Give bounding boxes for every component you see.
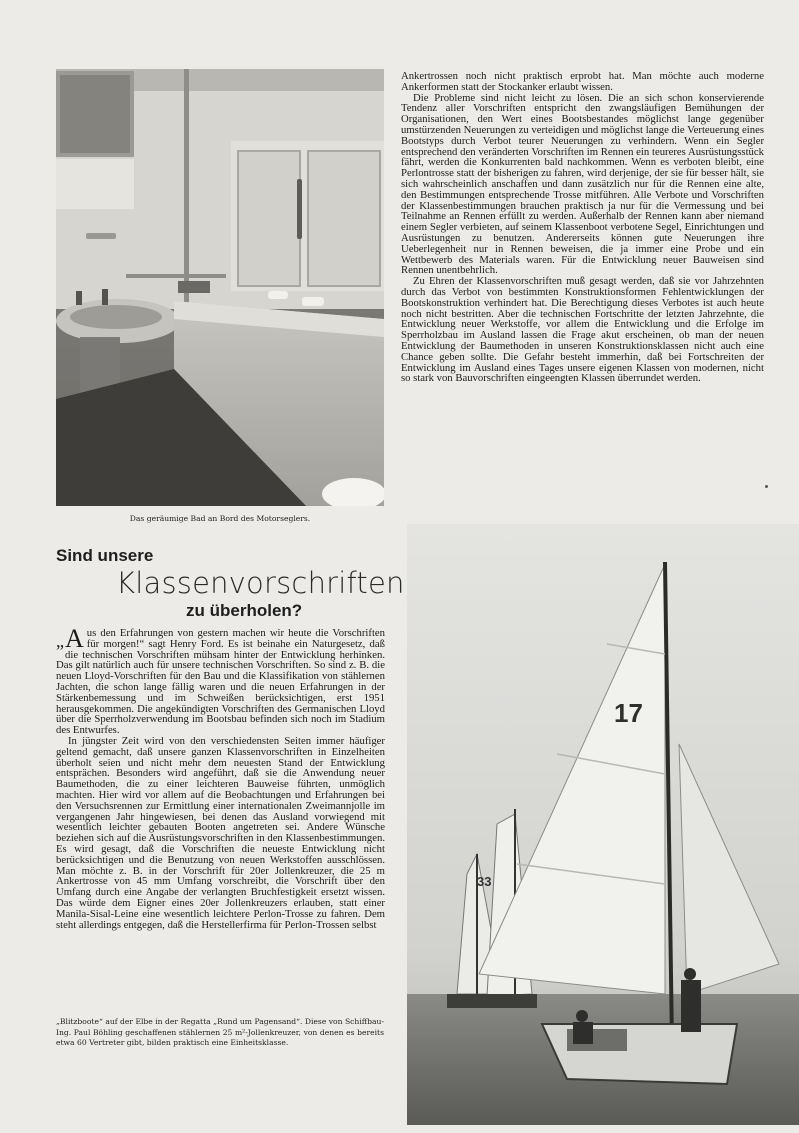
left-paragraph-2: In jüngster Zeit wird von den verschiedensten Seiten immer häufiger geltend gemacht, daß unsere ganzen Klassenvorschriften in Einzelheiten überholt seien und nicht mehr dem neuesten Stand der Entwicklung entsprächen. Besonders wird angeführt, daß sie die Anwendung neuer Baumethoden, die zu einer leichteren Bauweise führten, unmöglich machten. Hier wird vor allem auf die Beobachtungen und Erfahrungen bei den Versuchsrennen zur Ermittlung einer internationalen Zweimannjolle im vergangenen Jahr hingewiesen, bei denen das Ausland vorwiegend mit wesentlich leichter gebauten Booten angetreten sei. Andere Wünsche beziehen sich auf die Ausrüstungsvorschriften in den Klassenbestimmungen. Es wird gesagt, daß die Vorschriften die neueste Entwicklung nicht berücksichtigen und die Benutzung von neuen Werkstoffen ausschlössen. Man möchte z. B. in der Vorschrift für 20er Jollenkreuzer, die 25 m Ankertrosse von 45 mm Umfang vorschreibt, die Vorschrift über den Umfang durch eine Angabe der verlangten Bruchfestigkeit ersetzt wissen. Das würde dem Eigner eines 20er Jollenkreuzers erlauben, statt einer Manila-Sisal-Leine eine wesentlich leichtere Perlon-Trosse zu fahren. Dem steht allerdings entgegen, daß die Herstellerfirma für Perlon-Trossen selbst (56, 734, 385, 931)
article-right-column (401, 71, 764, 384)
page-speck (765, 485, 768, 488)
headline-line-1: Sind unsere (56, 546, 154, 565)
right-paragraph-3: Zu Ehren der Klassenvorschriften muß gesagt werden, daß sie vor Jahrzehnten durch das Verbot von bestimmten Konstruktionsformen Fehlentwicklungen der Bootskonstruktion verhindert hat. Die Berechtigung dieses Verbotes ist auch heute noch nicht bestritten. Aber die technischen Fortschritte der letzten Jahrzehnte, die Entwicklung neuer Werkstoffe, vor allem die Entwicklung und die Erfolge im Sperrholzbau im Ausland lassen die Frage akut erscheinen, ob man der neuen Entwicklung der Baumethoden in unseren Konstruktionsklassen nicht auch eine Chance geben sollte. Die Gefahr besteht immerhin, daß bei Fortschreiten der Entwicklung im Ausland eines Tages unsere eigenen Klassen von modernen, nicht so stark von Bauvorschriften eingeengten Klassen überrundet werden. (401, 275, 764, 385)
lead-paragraph (56, 624, 385, 737)
sailboats-caption: „Blitzboote“ auf der Elbe in der Regatta „Rund um Pagensand“. Diese von Schiffbau-Ing. Paul Böhling geschaffenen stählernen 25 m²-Jollenkreuzer, von denen es bereits etwa 60 Vertreter gibt, bilden praktisch eine Einheitsklasse. (56, 1017, 384, 1048)
lead-paragraph-text: us den Erfahrungen von gestern machen wir heute die Vorschriften für morgen!“ sagt Henry Ford. Es ist beinahe ein Naturgesetz, daß die technischen Vorschriften mühsam hinter der Entwicklung herhinken. Das gilt natürlich auch für unsere technischen Vorschriften. So sind z. B. die neuen Lloyd-Vorschriften für den Bau und die Klassifikation von stählernen Jachten, die schon lange fällig waren und die neuen Erfahrungen in der Stärkenbemessung und im Schweißen berücksichtigen, erst 1951 herausgekommen. Die angekündigten Vorschriften des Germanischen Lloyd über die Sperrholzverwendung im Bootsbau befinden sich noch im Stadium des Entwurfes. (56, 627, 385, 737)
bathroom-caption: Das geräumige Bad an Bord des Motorseglers. (129, 514, 311, 523)
bathroom-illustration (56, 69, 384, 506)
right-paragraph-1: Ankertrossen noch nicht praktisch erprobt hat. Man möchte auch moderne Ankerformen statt der Stockanker erlaubt wissen. (401, 70, 764, 93)
sail-number-17: 17 (614, 698, 643, 728)
sailboats-photo (407, 524, 799, 1125)
drop-cap-initial: A (65, 624, 84, 653)
headline-line-2: Klassenvorschriften (116, 566, 405, 600)
opening-quote-mark: „ (56, 631, 64, 651)
sailboats-illustration (407, 524, 799, 1125)
bathroom-photo (56, 69, 384, 506)
right-paragraph-2: Die Probleme sind nicht leicht zu lösen. Die an sich schon konservierende Tendenz aller Vorschriften entspricht den zwangsläufigen Bemühungen der Organisationen, den Wert eines Bootsbestandes möglichst lange gegenüber umstürzenden Neuerungen zu verteidigen und möglichst lange die Verteuerung eines Bootstyps durch Verbot teurer Neuerungen zu verhindern. Wenn ein Segler entsprechend den veränderten Vorschriften im Rennen ein teureres Ausrüstungsstück fährt, werden die Konkurrenten bald nachkommen. Wenn es verboten bleibt, eine Perlontrosse statt der bisherigen zu fahren, wird derjenige, der sie für besser hält, sie sich wahrscheinlich anschaffen und dann zusätzlich nur für die Rennen eine alte, den Bestimmungen entsprechende Trosse mitführen. Alle Verbote und Vorschriften der Klassenbestimmungen brauchen praktisch ja nur für die Vermessung und bei Teilnahme an Rennen erfüllt zu werden. Außerhalb der Rennen kann aber niemand einem Segler verbieten, auf seinem Klassenboot verbotene Segel, Einrichtungen und Ausrüstungen zu benutzen. Andererseits können gute Neuerungen ihre Ueberlegenheit nur in Rennen beweisen, die ja immer eine Probe und ein Wettbewerb des Materials waren. Für die Entwicklung neuer Bauweisen sind Rennen unentbehrlich. (401, 91, 764, 277)
sail-number-33: 33 (477, 874, 492, 889)
headline-line-3: zu überholen? (186, 601, 303, 620)
article-left-column (56, 624, 385, 931)
